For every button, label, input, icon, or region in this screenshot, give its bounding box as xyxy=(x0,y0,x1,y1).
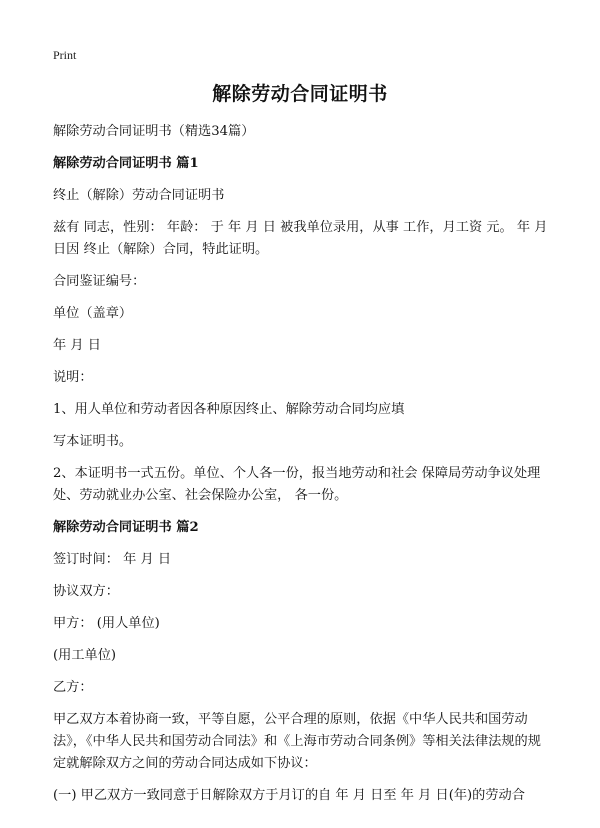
paragraph: 合同鉴证编号： xyxy=(53,274,146,289)
paragraph: 协议双方： xyxy=(53,584,119,599)
paragraph: 2、本证明书一式五份。单位、个人各一份，报当地劳动和社会 保障局劳动争议处理处、劳动就业办公室、社会保险办公室， 各一份。 xyxy=(53,466,541,503)
paragraph: 写本证明书。 xyxy=(53,434,133,449)
paragraph: 终止（解除）劳动合同证明书 xyxy=(53,188,225,203)
paragraph: 年 月 日 xyxy=(53,338,101,353)
document-body xyxy=(53,121,553,817)
section-heading: 解除劳动合同证明书 篇2 xyxy=(53,520,199,535)
paragraph: 1、用人单位和劳动者因各种原因终止、解除劳动合同均应填 xyxy=(53,402,405,417)
paragraph: 说明： xyxy=(53,370,93,385)
paragraph: 签订时间： 年 月 日 xyxy=(53,552,172,567)
paragraph: (一) 甲乙双方一致同意于日解除双方于月订的自 年 月 日至 年 月 日(年)的劳动合 xyxy=(53,788,525,803)
paragraph: 甲方： (用人单位) xyxy=(53,616,160,631)
paragraph: 兹有 同志，性别： 年龄： 于 年 月 日 被我单位录用，从事 工作，月工资 元。 年 月 日因 终止（解除）合同，特此证明。 xyxy=(53,220,548,257)
paragraph: 乙方： xyxy=(53,680,93,695)
document-title: 解除劳动合同证明书 xyxy=(212,83,388,105)
paragraph: 甲乙双方本着协商一致，平等自愿，公平合理的原则，依据《中华人民共和国劳动法》，《中华人民共和国劳动合同法》和《上海市劳动合同条例》等相关法律法规的规定就解除双方之间的劳动合同达成如下协议： xyxy=(53,712,541,771)
paragraph: 单位（盖章） xyxy=(53,306,133,321)
paragraph: (用工单位) xyxy=(53,648,117,663)
section-heading: 解除劳动合同证明书 篇1 xyxy=(53,156,199,171)
document-subtitle: 解除劳动合同证明书（精选34篇） xyxy=(53,124,255,139)
print-link[interactable]: Print xyxy=(53,48,77,62)
